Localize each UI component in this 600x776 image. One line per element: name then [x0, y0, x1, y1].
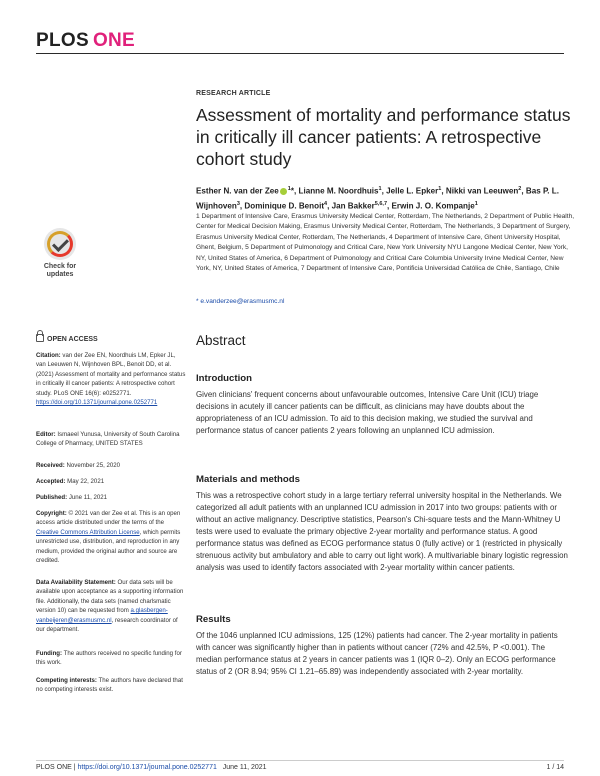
introduction-text: Given clinicians' frequent concerns about unfavourable outcomes, Intensive Care Unit (ICU) triage decisions in acutely ill cancer patients can be difficult, as clinicians may have doubts about the appropriateness of an ICU admission. To aid to this decision making, we studied the survival and performance status of cancer patients 2 years following an unplanned ICU admission. — [196, 390, 539, 435]
methods-heading: Materials and methods — [196, 474, 300, 485]
check-updates-icon — [44, 228, 76, 260]
accepted-date: Accepted: May 22, 2021 — [36, 478, 105, 485]
abstract-heading: Abstract — [196, 333, 246, 348]
affiliations: 1 Department of Intensive Care, Erasmus University Medical Center, Rotterdam, The Netherlands, 2 Department of Public Health, Center for Medical Decision Making, Erasmus University Medical Center, Rotterdam, The Netherlands, 3 Department of Surgery, Erasmus University Medical Center, Rotterdam, The Netherlands, 4 Department of Intensive Care, Ghent University Hospital, Ghent, Belgium, 5 Department of Pulmonology and Critical Care, New York University NYU Langone Medical Center, New York, NY, United States of America, 6 Department of Pulmonology and Critical Care Columbia University Irvine Medical Center, New York, NY, United States of America, 7 Department of Intensive Care, Pontificia Universidad Católica de Chile, Santiago, Chile — [196, 213, 575, 273]
author-name[interactable]: Lianne M. Noordhuis — [298, 186, 379, 196]
page-footer: PLOS ONE | https://doi.org/10.1371/journal.pone.0252771 June 11, 2021 — [36, 764, 267, 771]
logo-plos: PLOS — [36, 30, 89, 51]
methods-text: This was a retrospective cohort study in a large tertiary referral university hospital in the Netherlands. We categorized all adult patients with an unplanned ICU admission in 2017 into two groups: patients with or without an active malignancy. Descriptive statistics, Pearson's Chi-square tests and the Mann-Whitney U tests were used to evaluate the primary objective 2-year mortality and performance status. A good performance status was defined as ECOG performance status 0 (fully active) or 1 (restricted in physically strenuous activity but ambulatory and able to carry out light work). A multivariable binary logistic regression analysis was used to identify factors associated with 2-year mortality within cancer patients. — [196, 491, 568, 572]
article-type: RESEARCH ARTICLE — [196, 90, 271, 97]
author-name[interactable]: Erwin J. O. Kompanje — [391, 201, 475, 211]
competing-interests-block: Competing interests: The authors have declared that no competing interests exist. — [36, 677, 183, 694]
author-list: Esther N. van der Zee $^1$*, Lianne M. Noordhuis$^1$, Jelle L. Epker$^1$, Nikki van Leeuwen$^2$, Bas P. L. Wijnhoven$^3$, Dominique D. Benoit$^4$, Jan Bakker$^{5,6,7}$, Erwin J. O. Kompanje$^1$ — [196, 186, 559, 211]
open-access-label: OPEN ACCESS — [36, 333, 98, 343]
license-link[interactable]: Creative Commons Attribution License — [36, 528, 140, 536]
open-lock-icon — [36, 334, 44, 342]
citation-doi-link[interactable]: https://doi.org/10.1371/journal.pone.0252771 — [36, 399, 158, 407]
author-name[interactable]: Bas P. L. Wijnhoven — [196, 186, 559, 211]
author-name[interactable]: Esther N. van der Zee — [196, 186, 279, 196]
results-heading: Results — [196, 614, 231, 625]
introduction-heading: Introduction — [196, 373, 252, 384]
article-title: Assessment of mortality and performance status in critically ill cancer patients: A retrospective cohort study — [196, 105, 571, 169]
funding-block: Funding: The authors received no specific funding for this work. — [36, 650, 182, 667]
author-name[interactable]: Jan Bakker — [331, 201, 375, 211]
received-date: Received: November 25, 2020 — [36, 462, 121, 469]
check-for-updates-badge[interactable] — [37, 228, 83, 288]
footer-doi-link[interactable]: https://doi.org/10.1371/journal.pone.0252771 — [77, 764, 217, 771]
footer-date: June 11, 2021 — [222, 764, 267, 771]
citation-block: Citation: van der Zee EN, Noordhuis LM, Epker JL, van Leeuwen N, Wijnhoven BPL, Benoit DD, et al. (2021) Assessment of mortality and performance status in critically ill cancer patients: A retrospective cohort study. PLoS ONE 16(6): e0252771. https://doi.org/10.1371/journal.pone.0252771 — [36, 352, 186, 407]
published-date: Published: June 11, 2021 — [36, 494, 108, 501]
page-number: 1 / 14 — [546, 764, 564, 771]
editor-block: Editor: Ismaeel Yunusa, University of South Carolina College of Pharmacy, UNITED STATES — [36, 431, 180, 448]
orcid-icon[interactable] — [280, 188, 287, 195]
author-name[interactable]: Jelle L. Epker — [386, 186, 439, 196]
results-text: Of the 1046 unplanned ICU admissions, 125 (12%) patients had cancer. The 2-year mortality in patients with cancer was significantly higher than in patients without cancer (72% and 42.5%, P <0.001). The median performance status at 2 years in cancer patients was 1 (IQR 0–2). Only an ECOG performance status of 2 (OR 8.94; 95% CI 1.21–65.89) was independently associated with 2-year mortality. — [196, 631, 558, 676]
data-availability-block: Data Availability Statement: Our data sets will be available upon acceptance as a supporting information file. Additionally, the data sets (named charlsmatic version 10) can be requested from a.glasbergen-vanbeijeren@erasmusmc.nl, research coordinator of our department. — [36, 579, 184, 634]
header-rule — [36, 53, 564, 54]
author-name[interactable]: Dominique D. Benoit — [244, 201, 325, 211]
footer-rule — [36, 760, 564, 761]
corresponding-email[interactable]: * e.vanderzee@erasmusmc.nl — [196, 298, 285, 305]
author-name[interactable]: Nikki van Leeuwen — [445, 186, 519, 196]
data-contact-link[interactable]: a.glasbergen-vanbeijeren@erasmusmc.nl — [36, 607, 168, 624]
copyright-block: Copyright: © 2021 van der Zee et al. This is an open access article distributed under the terms of the Creative Commons Attribution License, which permits unrestricted use, distribution, and reproduction in any medium, provided the original author and source are credited. — [36, 510, 181, 565]
logo-one: ONE — [92, 30, 136, 51]
badge-label: Check for updates — [43, 263, 77, 278]
journal-logo — [36, 30, 135, 52]
